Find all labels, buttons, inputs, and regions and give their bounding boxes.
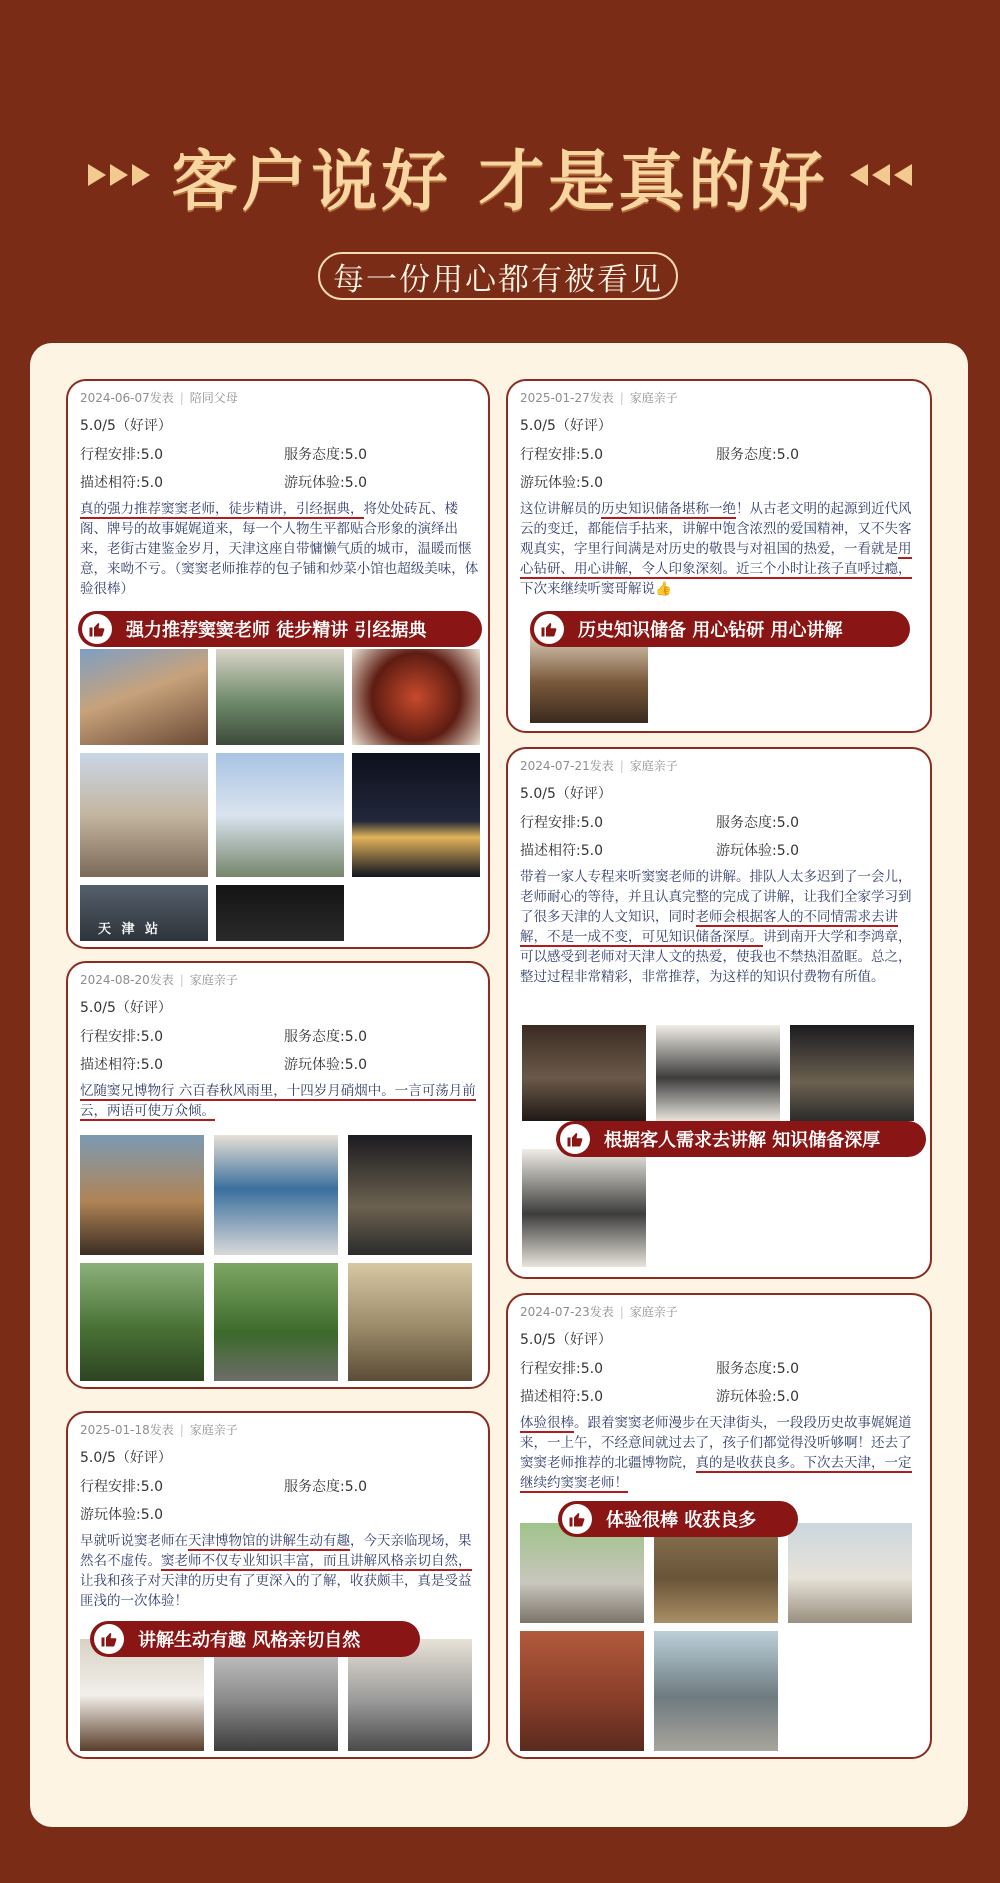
review-photo [654,1631,778,1751]
photo-label: 天 津 站 [98,922,162,937]
review-meta: 2025-01-27发表 | 家庭亲子 [520,391,678,405]
review-photo [216,753,344,877]
review-photo [790,1025,914,1121]
review-card [66,379,490,949]
review-text-highlight: 真的是收获良多。下次去天津，一定继续约窦窦老师！ [520,1455,912,1491]
review-text-segment: 将处处砖瓦、楼阁、牌号的故事娓娓道来，每一个人物生平都贴合形象的演绎出来，老街古建鉴金岁月，天津这座自带慵懒气质的城市，温暖而惬意，来呦不亏。（窦窦老师推荐的包子铺和炒菜小馆也超级美味，体验很棒） [80,501,479,597]
review-text-highlight: 体验很棒 [520,1415,574,1431]
review-text-segment: 让我和孩子对天津的历史有了更深入的了解，收获颇丰，真是受益匪浅的一次体验！ [80,1573,472,1609]
review-text [80,499,480,599]
rating-service: 服务态度:5.0 [284,1479,367,1495]
rating-itinerary: 行程安排:5.0 [80,1479,163,1495]
review-photo [80,1263,204,1381]
review-text-highlight: 天津博物馆的讲解生动有趣 [188,1533,350,1549]
rating-itinerary: 行程安排:5.0 [80,1029,163,1045]
review-text-highlight: 用心钻研、用心讲解，令人印象深刻。近三个小时让孩子直呼过瘾， [520,541,912,577]
review-text-segment: 。跟着窦窦老师漫步在天津街头，一段段历史故事娓娓道来，一上午，不经意间就过去了，孩子们都觉得没听够啊！还去了窦窦老师推荐的北疆博物院， [520,1415,912,1471]
review-photo [214,1263,338,1381]
review-photo [520,1631,644,1751]
review-text [520,867,922,987]
review-text-segment: ，今天亲临现场，果然名不虚传。 [80,1533,472,1569]
review-photo [214,1135,338,1255]
rating-description: 描述相符:5.0 [520,843,603,859]
rating-service: 服务态度:5.0 [716,1361,799,1377]
review-photo [348,1263,472,1381]
review-score: 5.0/5（好评） [80,1450,172,1466]
rating-experience: 游玩体验:5.0 [284,475,367,491]
banner-text: 历史知识储备 用心钻研 用心讲解 [578,620,843,641]
review-card [66,1411,490,1759]
thumbs-up-icon [534,614,564,644]
banner-text: 体验很棒 收获良多 [606,1510,757,1531]
review-date: 2024-07-21发表 [520,759,614,773]
review-card [506,379,932,733]
review-text-highlight: 真的强力推荐窦窦老师，徒步精讲，引经据典， [80,501,364,517]
review-card [506,747,932,1279]
review-meta: 2024-07-23发表 | 家庭亲子 [520,1305,678,1319]
review-text-highlight: 老师会根据客人的不同情需求去讲解，不是一成不变，可见知识储备深厚。 [520,909,898,945]
thumbs-up-icon [94,1624,124,1654]
review-text-segment: 下次来继续听窦哥解说👍 [520,581,672,597]
rating-service: 服务态度:5.0 [284,1029,367,1045]
page-header [0,0,1000,340]
review-meta: 2024-06-07发表 | 陪同父母 [80,391,238,405]
review-text [520,1413,922,1493]
review-date: 2024-07-23发表 [520,1305,614,1319]
review-tag: 家庭亲子 [629,391,678,405]
review-photo [352,753,480,877]
review-meta: 2024-08-20发表 | 家庭亲子 [80,973,238,987]
rating-description: 描述相符:5.0 [80,1057,163,1073]
rating-experience: 游玩体验:5.0 [284,1057,367,1073]
review-photo [80,1135,204,1255]
review-photo [80,753,208,877]
review-tag: 家庭亲子 [189,1423,238,1437]
review-text [80,1081,480,1121]
review-photo [348,1135,472,1255]
review-score: 5.0/5（好评） [520,1332,612,1348]
rating-itinerary: 行程安排:5.0 [520,447,603,463]
review-highlight-banner [556,1121,926,1157]
review-tag: 家庭亲子 [189,973,238,987]
review-tag: 家庭亲子 [629,759,678,773]
title-row [0,135,1000,220]
review-photo [520,1523,644,1623]
rating-description: 描述相符:5.0 [80,475,163,491]
review-score: 5.0/5（好评） [80,1000,172,1016]
review-date: 2024-06-07发表 [80,391,174,405]
banner-text: 根据客人需求去讲解 知识储备深厚 [604,1130,881,1151]
review-meta: 2025-01-18发表 | 家庭亲子 [80,1423,238,1437]
review-photo [352,649,480,745]
review-score: 5.0/5（好评） [520,786,612,802]
review-photo [216,649,344,745]
review-text-segment: 讲到南开大学和李鸿章，可以感受到老师对天津人文的热爱，使我也不禁热泪盈眶。总之，整过过程非常精彩，非常推荐，为这样的知识付费物有所值。 [520,929,912,985]
review-text-highlight: 历史知识储备堪称一绝 [601,501,736,517]
review-photo [80,649,208,745]
rating-itinerary: 行程安排:5.0 [80,447,163,463]
review-photo [654,1523,778,1623]
rating-description: 描述相符:5.0 [520,1389,603,1405]
review-card [66,961,490,1389]
review-meta: 2024-07-21发表 | 家庭亲子 [520,759,678,773]
review-score: 5.0/5（好评） [80,418,172,434]
rating-experience: 游玩体验:5.0 [520,475,603,491]
review-text-segment: ！从古老文明的起源到近代风云的变迁，都能信手拈来，讲解中饱含浓烈的爱国精神，又不失客观真实，字里行间满是对历史的敬畏与对祖国的热爱，一看就是 [520,501,912,557]
review-photo [522,1149,646,1267]
review-score: 5.0/5（好评） [520,418,612,434]
review-tag: 陪同父母 [189,391,238,405]
thumbs-up-icon [562,1504,592,1534]
rating-service: 服务态度:5.0 [716,447,799,463]
review-photo [656,1025,780,1121]
review-text-segment: 带着一家人专程来听窦窦老师的讲解。排队人太多迟到了一会儿，老师耐心的等待，并且认真完整的完成了讲解，让我们全家学习到了很多天津的人文知识，同时 [520,869,912,925]
thumbs-up-icon [560,1124,590,1154]
review-photo [216,885,344,941]
review-text-segment: 这位讲解员的 [520,501,601,517]
rating-itinerary: 行程安排:5.0 [520,815,603,831]
rating-itinerary: 行程安排:5.0 [520,1361,603,1377]
review-highlight-banner [558,1501,798,1537]
review-date: 2024-08-20发表 [80,973,174,987]
left-arrows-icon [88,164,150,186]
rating-service: 服务态度:5.0 [716,815,799,831]
rating-service: 服务态度:5.0 [284,447,367,463]
review-highlight-banner [90,1621,420,1657]
page-subtitle: 每一份用心都有被看见 [318,252,678,300]
review-photo [522,1025,646,1121]
page-title: 客户说好 才是真的好 [171,142,829,220]
review-photo [788,1523,912,1623]
review-text [80,1531,480,1611]
banner-text: 讲解生动有趣 风格亲切自然 [138,1630,361,1651]
rating-experience: 游玩体验:5.0 [716,843,799,859]
right-arrows-icon [850,164,912,186]
reviews-panel [30,343,968,1827]
review-date: 2025-01-27发表 [520,391,614,405]
rating-experience: 游玩体验:5.0 [716,1389,799,1405]
review-text [520,499,922,599]
review-text-highlight: 窦老师不仅专业知识丰富，而且讲解风格亲切自然， [161,1553,472,1569]
review-text-highlight: 忆随窦兄博物行 六百春秋风雨里，十四岁月硝烟中。一言可荡月前云，两语可使万众倾。 [80,1083,476,1119]
review-text-segment: 早就听说窦老师在 [80,1533,188,1549]
review-tag: 家庭亲子 [629,1305,678,1319]
thumbs-up-icon [82,614,112,644]
review-highlight-banner [78,611,482,647]
review-card [506,1293,932,1759]
rating-experience: 游玩体验:5.0 [80,1507,163,1523]
review-date: 2025-01-18发表 [80,1423,174,1437]
banner-text: 强力推荐窦窦老师 徒步精讲 引经据典 [126,620,427,641]
review-highlight-banner [530,611,910,647]
review-photo [80,885,208,941]
